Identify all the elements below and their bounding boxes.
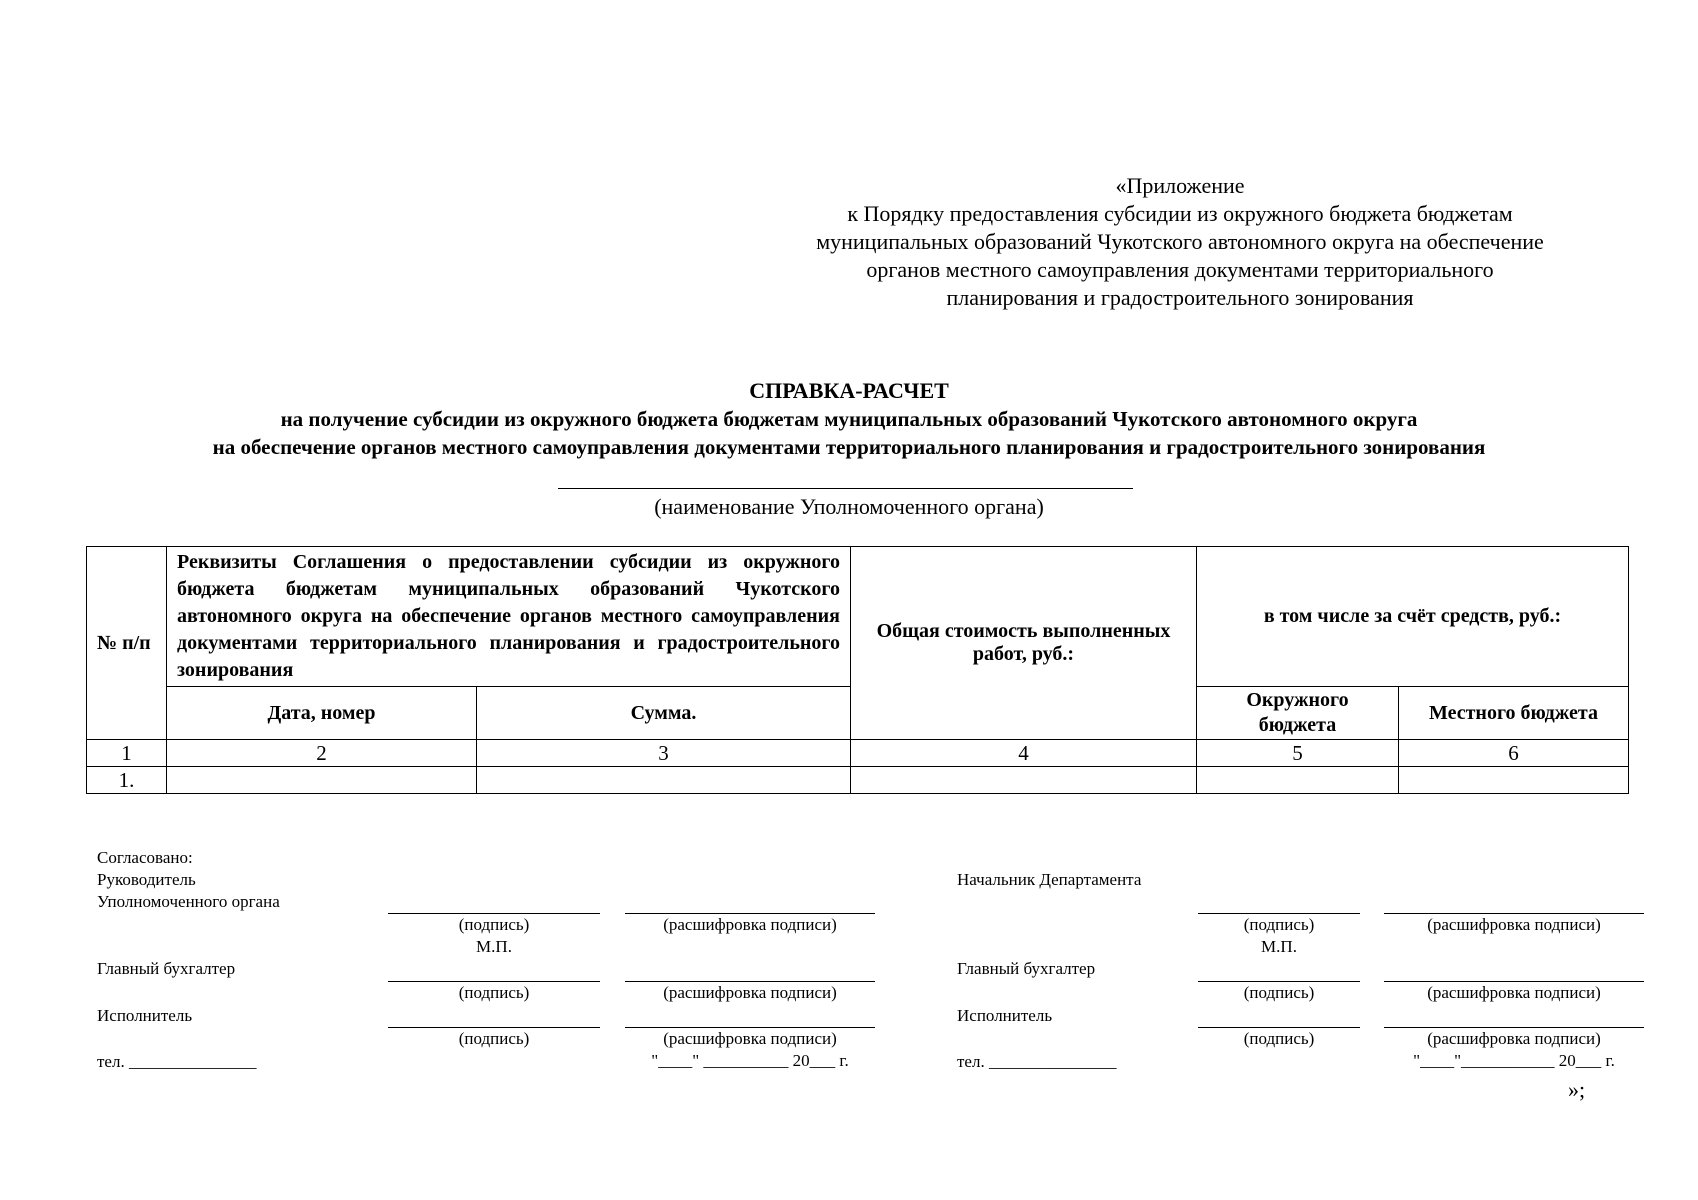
stamp-label: М.П.	[1261, 937, 1297, 956]
executor-label: Исполнитель	[97, 1006, 193, 1025]
cell-total	[851, 767, 1197, 794]
header-district-budget: Окружного бюджета	[1197, 687, 1399, 740]
signature-caption: (подпись)	[1243, 1029, 1315, 1048]
cell-district	[1197, 767, 1399, 794]
executor-label: Исполнитель	[957, 1006, 1053, 1025]
agreed-label: Согласовано:	[97, 848, 193, 867]
column-number: 4	[851, 740, 1197, 767]
decode-caption: (расшифровка подписи)	[663, 983, 837, 1002]
column-number: 2	[167, 740, 477, 767]
cell-sum	[477, 767, 851, 794]
table-row	[87, 767, 1629, 794]
decode-line	[1384, 1027, 1644, 1028]
signature-caption: (подпись)	[458, 915, 530, 934]
signature-caption: (подпись)	[458, 983, 530, 1002]
header-requisites: Реквизиты Соглашения о предоставлении субсидии из окружного бюджета бюджетам муниципальных образований Чукотского автономного округа на обеспечение органов местного самоуправления документами территориального планирования и градостроительного зонирования	[167, 547, 851, 687]
header-num: № п/п	[87, 547, 167, 740]
signature-line	[388, 981, 600, 982]
decode-line	[625, 1027, 875, 1028]
title-line-2: на обеспечение органов местного самоуправления документами территориального планирования и градостроительного зонирования	[212, 435, 1486, 459]
chief-accountant-label: Главный бухгалтер	[957, 959, 1096, 978]
decode-caption: (расшифровка подписи)	[1427, 983, 1601, 1002]
appendix-line: муниципальных образований Чукотского автономного округа на обеспечение	[816, 229, 1544, 254]
authorized-body-label: Уполномоченного органа	[97, 892, 280, 911]
signature-caption: (подпись)	[1243, 983, 1315, 1002]
title-line-1: на получение субсидии из окружного бюджета бюджетам муниципальных образований Чукотского автономного округа	[280, 407, 1418, 431]
decode-caption: (расшифровка подписи)	[1427, 915, 1601, 934]
decode-line	[625, 981, 875, 982]
appendix-line: планирования и градостроительного зонирования	[946, 285, 1414, 310]
appendix-line: к Порядку предоставления субсидии из окружного бюджета бюджетам	[847, 201, 1513, 226]
column-number: 3	[477, 740, 851, 767]
row-number: 1.	[87, 767, 167, 794]
decode-line	[625, 913, 875, 914]
decode-line	[1384, 913, 1644, 914]
column-number: 5	[1197, 740, 1399, 767]
head-label: Руководитель	[97, 870, 196, 889]
date-field: "____"___________ 20___ г.	[1413, 1051, 1615, 1070]
date-field: "____" __________ 20___ г.	[651, 1051, 849, 1070]
header-date-number: Дата, номер	[167, 687, 477, 740]
chief-accountant-label: Главный бухгалтер	[97, 959, 236, 978]
column-numbers-row	[87, 740, 1629, 767]
decode-caption: (расшифровка подписи)	[663, 915, 837, 934]
calculation-table	[86, 546, 1629, 794]
appendix-block	[720, 172, 1640, 312]
document-title	[0, 377, 1698, 461]
closing-quote: »;	[1568, 1077, 1586, 1102]
signature-line	[388, 913, 600, 914]
org-name-line	[558, 488, 1133, 489]
stamp-label: М.П.	[476, 937, 512, 956]
column-number: 1	[87, 740, 167, 767]
signature-line	[1198, 981, 1360, 982]
title-main: СПРАВКА-РАСЧЕТ	[749, 378, 949, 403]
cell-date	[167, 767, 477, 794]
tel-field: тел. _______________	[957, 1052, 1117, 1071]
appendix-line: органов местного самоуправления документами территориального	[866, 257, 1494, 282]
decode-line	[1384, 981, 1644, 982]
appendix-line: «Приложение	[1115, 173, 1245, 198]
header-total-cost: Общая стоимость выполненных работ, руб.:	[851, 547, 1197, 740]
org-name-caption: (наименование Уполномоченного органа)	[654, 494, 1044, 519]
signature-line	[1198, 913, 1360, 914]
cell-local	[1399, 767, 1629, 794]
tel-field: тел. _______________	[97, 1052, 257, 1071]
decode-caption: (расшифровка подписи)	[663, 1029, 837, 1048]
header-including: в том числе за счёт средств, руб.:	[1197, 547, 1629, 687]
signature-caption: (подпись)	[1243, 915, 1315, 934]
header-local-budget: Местного бюджета	[1399, 687, 1629, 740]
signature-line	[388, 1027, 600, 1028]
column-number: 6	[1399, 740, 1629, 767]
decode-caption: (расшифровка подписи)	[1427, 1029, 1601, 1048]
dept-head-label: Начальник Департамента	[957, 870, 1142, 889]
signature-caption: (подпись)	[458, 1029, 530, 1048]
signature-line	[1198, 1027, 1360, 1028]
header-sum: Сумма.	[477, 687, 851, 740]
